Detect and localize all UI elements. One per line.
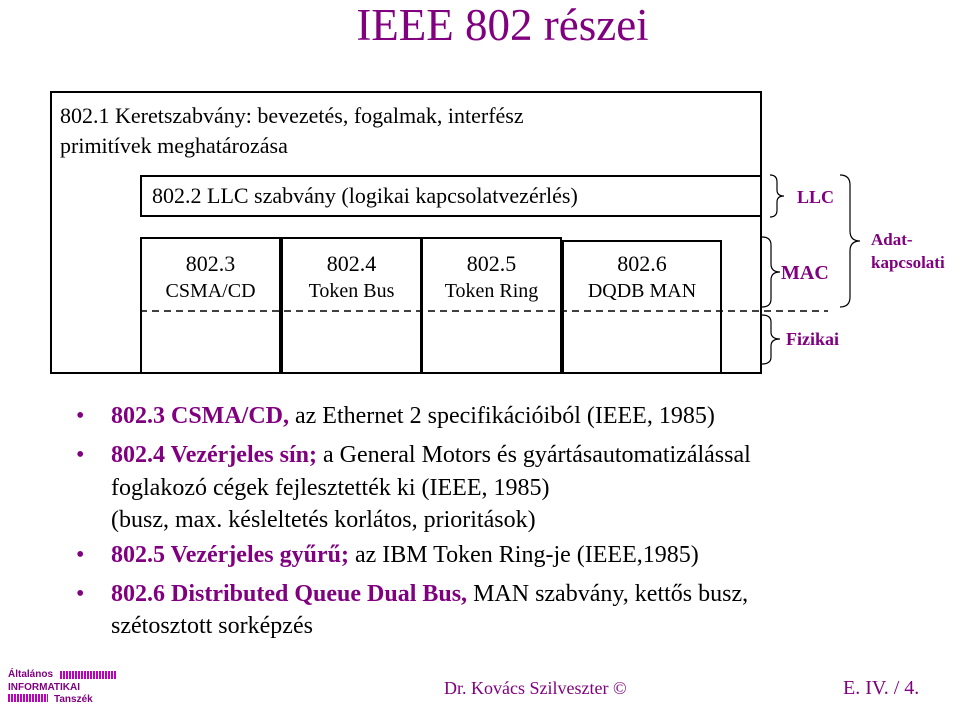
mac-brace (762, 237, 780, 307)
adatkapcsolati-label-line1: Adat- (871, 230, 913, 249)
bullet-802-4 (111, 440, 751, 470)
footer-author: Dr. Kovács Szilveszter © (444, 678, 627, 698)
bullet-802-6-text: MAN szabvány, kettős busz, (467, 581, 749, 607)
box-802-3-name: CSMA/CD (165, 280, 256, 302)
bullet-802-4-text: a General Motors és gyártásautomatizálással (316, 442, 751, 468)
bullet-802-6-cont1: szétosztott sorképzés (111, 613, 313, 639)
bullet-802-3-text: az Ethernet 2 specifikációiból (IEEE, 1985) (289, 403, 715, 429)
bullet-802-5-text: az IBM Token Ring-je (IEEE,1985) (348, 542, 699, 568)
logo-line2: INFORMATIKAI (8, 682, 81, 693)
bullet-802-4-bold: 802.4 Vezérjeles sín; (111, 442, 317, 468)
box-802-2-label: 802.2 LLC szabvány (logikai kapcsolatvezérlés) (152, 183, 578, 208)
page-title: IEEE 802 részei (356, 0, 649, 50)
bullet-802-3-bold: 802.3 CSMA/CD, (111, 403, 289, 429)
department-logo (8, 670, 118, 706)
logo-bars-1 (60, 671, 116, 679)
mac-label: MAC (781, 262, 829, 284)
logo-bars-2a (8, 694, 48, 702)
box-802-1-line1: 802.1 Keretszabvány: bevezetés, fogalmak, interfész (60, 103, 524, 128)
bullet-dot: • (76, 581, 85, 607)
box-802-4-num: 802.4 (326, 251, 377, 276)
fizikai-brace (762, 315, 780, 364)
box-802-1-line2: primitívek meghatározása (60, 133, 288, 158)
box-802-5-num: 802.5 (466, 251, 517, 276)
box-802-6-num: 802.6 (617, 251, 667, 276)
bullet-802-5 (111, 540, 699, 570)
adatkapcsolati-label-line2: kapcsolati (871, 253, 945, 272)
bullet-dot: • (76, 442, 85, 468)
fizikai-label: Fizikai (786, 329, 839, 349)
box-802-4-name: Token Bus (308, 280, 395, 302)
box-802-3-num: 802.3 (185, 251, 236, 276)
logo-line1: Általános (8, 669, 54, 680)
bullet-802-5-bold: 802.5 Vezérjeles gyűrű; (111, 542, 349, 568)
box-802-6-name: DQDB MAN (587, 280, 697, 302)
bullet-802-6-bold: 802.6 Distributed Queue Dual Bus, (111, 581, 468, 607)
bullet-802-6 (111, 579, 748, 609)
llc-brace (770, 175, 784, 217)
bullet-dot: • (76, 542, 85, 568)
bullet-802-4-cont2: (busz, max. késleltetés korlátos, prioritások) (111, 507, 536, 533)
box-802-5-name: Token Ring (444, 280, 539, 302)
bullet-802-3 (111, 401, 715, 431)
bullet-dot: • (76, 403, 85, 429)
bullet-802-4-cont1: foglakozó cégek fejlesztették ki (IEEE, 1985) (111, 475, 550, 501)
llc-label: LLC (797, 187, 835, 207)
footer-page-number: E. IV. / 4. (843, 677, 920, 699)
logo-line3: Tanszék (54, 694, 93, 705)
adatkapcsolati-brace (840, 175, 860, 307)
